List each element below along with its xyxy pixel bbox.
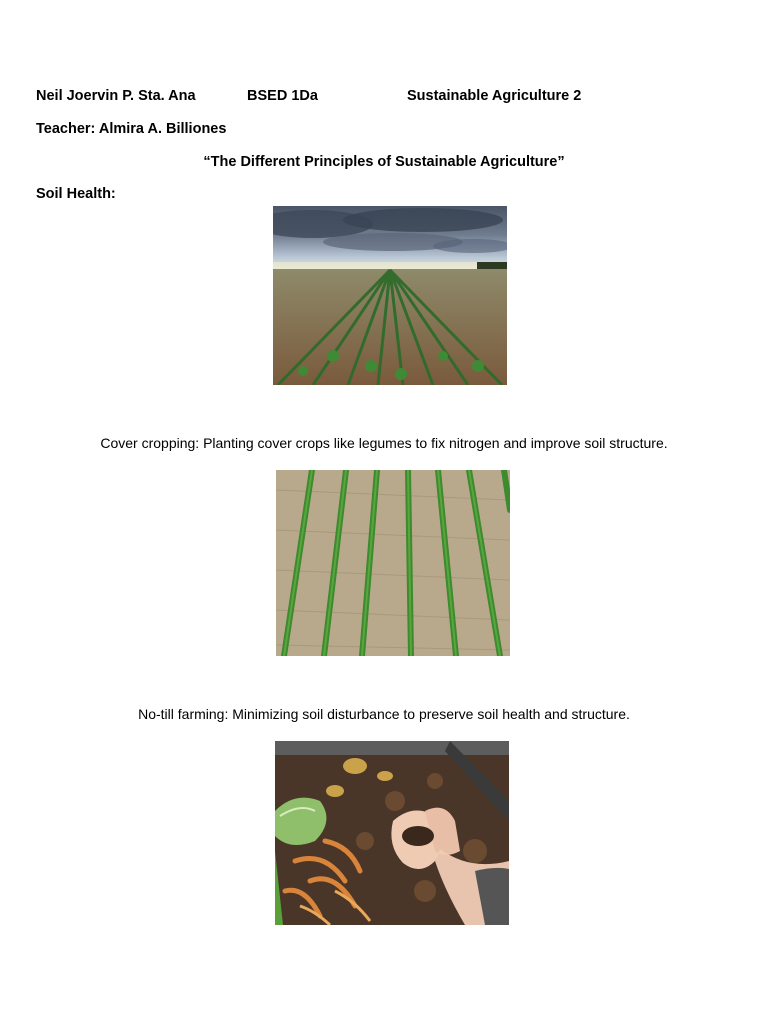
seedling-rows-image bbox=[276, 470, 510, 656]
student-name: Neil Joervin P. Sta. Ana bbox=[36, 88, 196, 104]
course-name: Sustainable Agriculture 2 bbox=[407, 88, 582, 104]
figure-caption-cover-cropping: Cover cropping: Planting cover crops like legumes to fix nitrogen and improve soil structure. bbox=[100, 435, 668, 451]
field-sky-photo bbox=[273, 206, 507, 385]
section-code: BSED 1Da bbox=[247, 88, 318, 104]
field-sky-image bbox=[273, 206, 507, 385]
figure-caption-no-till: No-till farming: Minimizing soil disturbance to preserve soil health and structure. bbox=[138, 706, 630, 722]
section-heading: Soil Health: bbox=[36, 186, 116, 202]
seedling-rows-photo bbox=[276, 470, 510, 656]
teacher-name: Teacher: Almira A. Billiones bbox=[36, 121, 227, 137]
compost-hands-photo bbox=[275, 741, 509, 925]
document-title: “The Different Principles of Sustainable Agriculture” bbox=[203, 154, 565, 170]
compost-hands-image bbox=[275, 741, 509, 925]
